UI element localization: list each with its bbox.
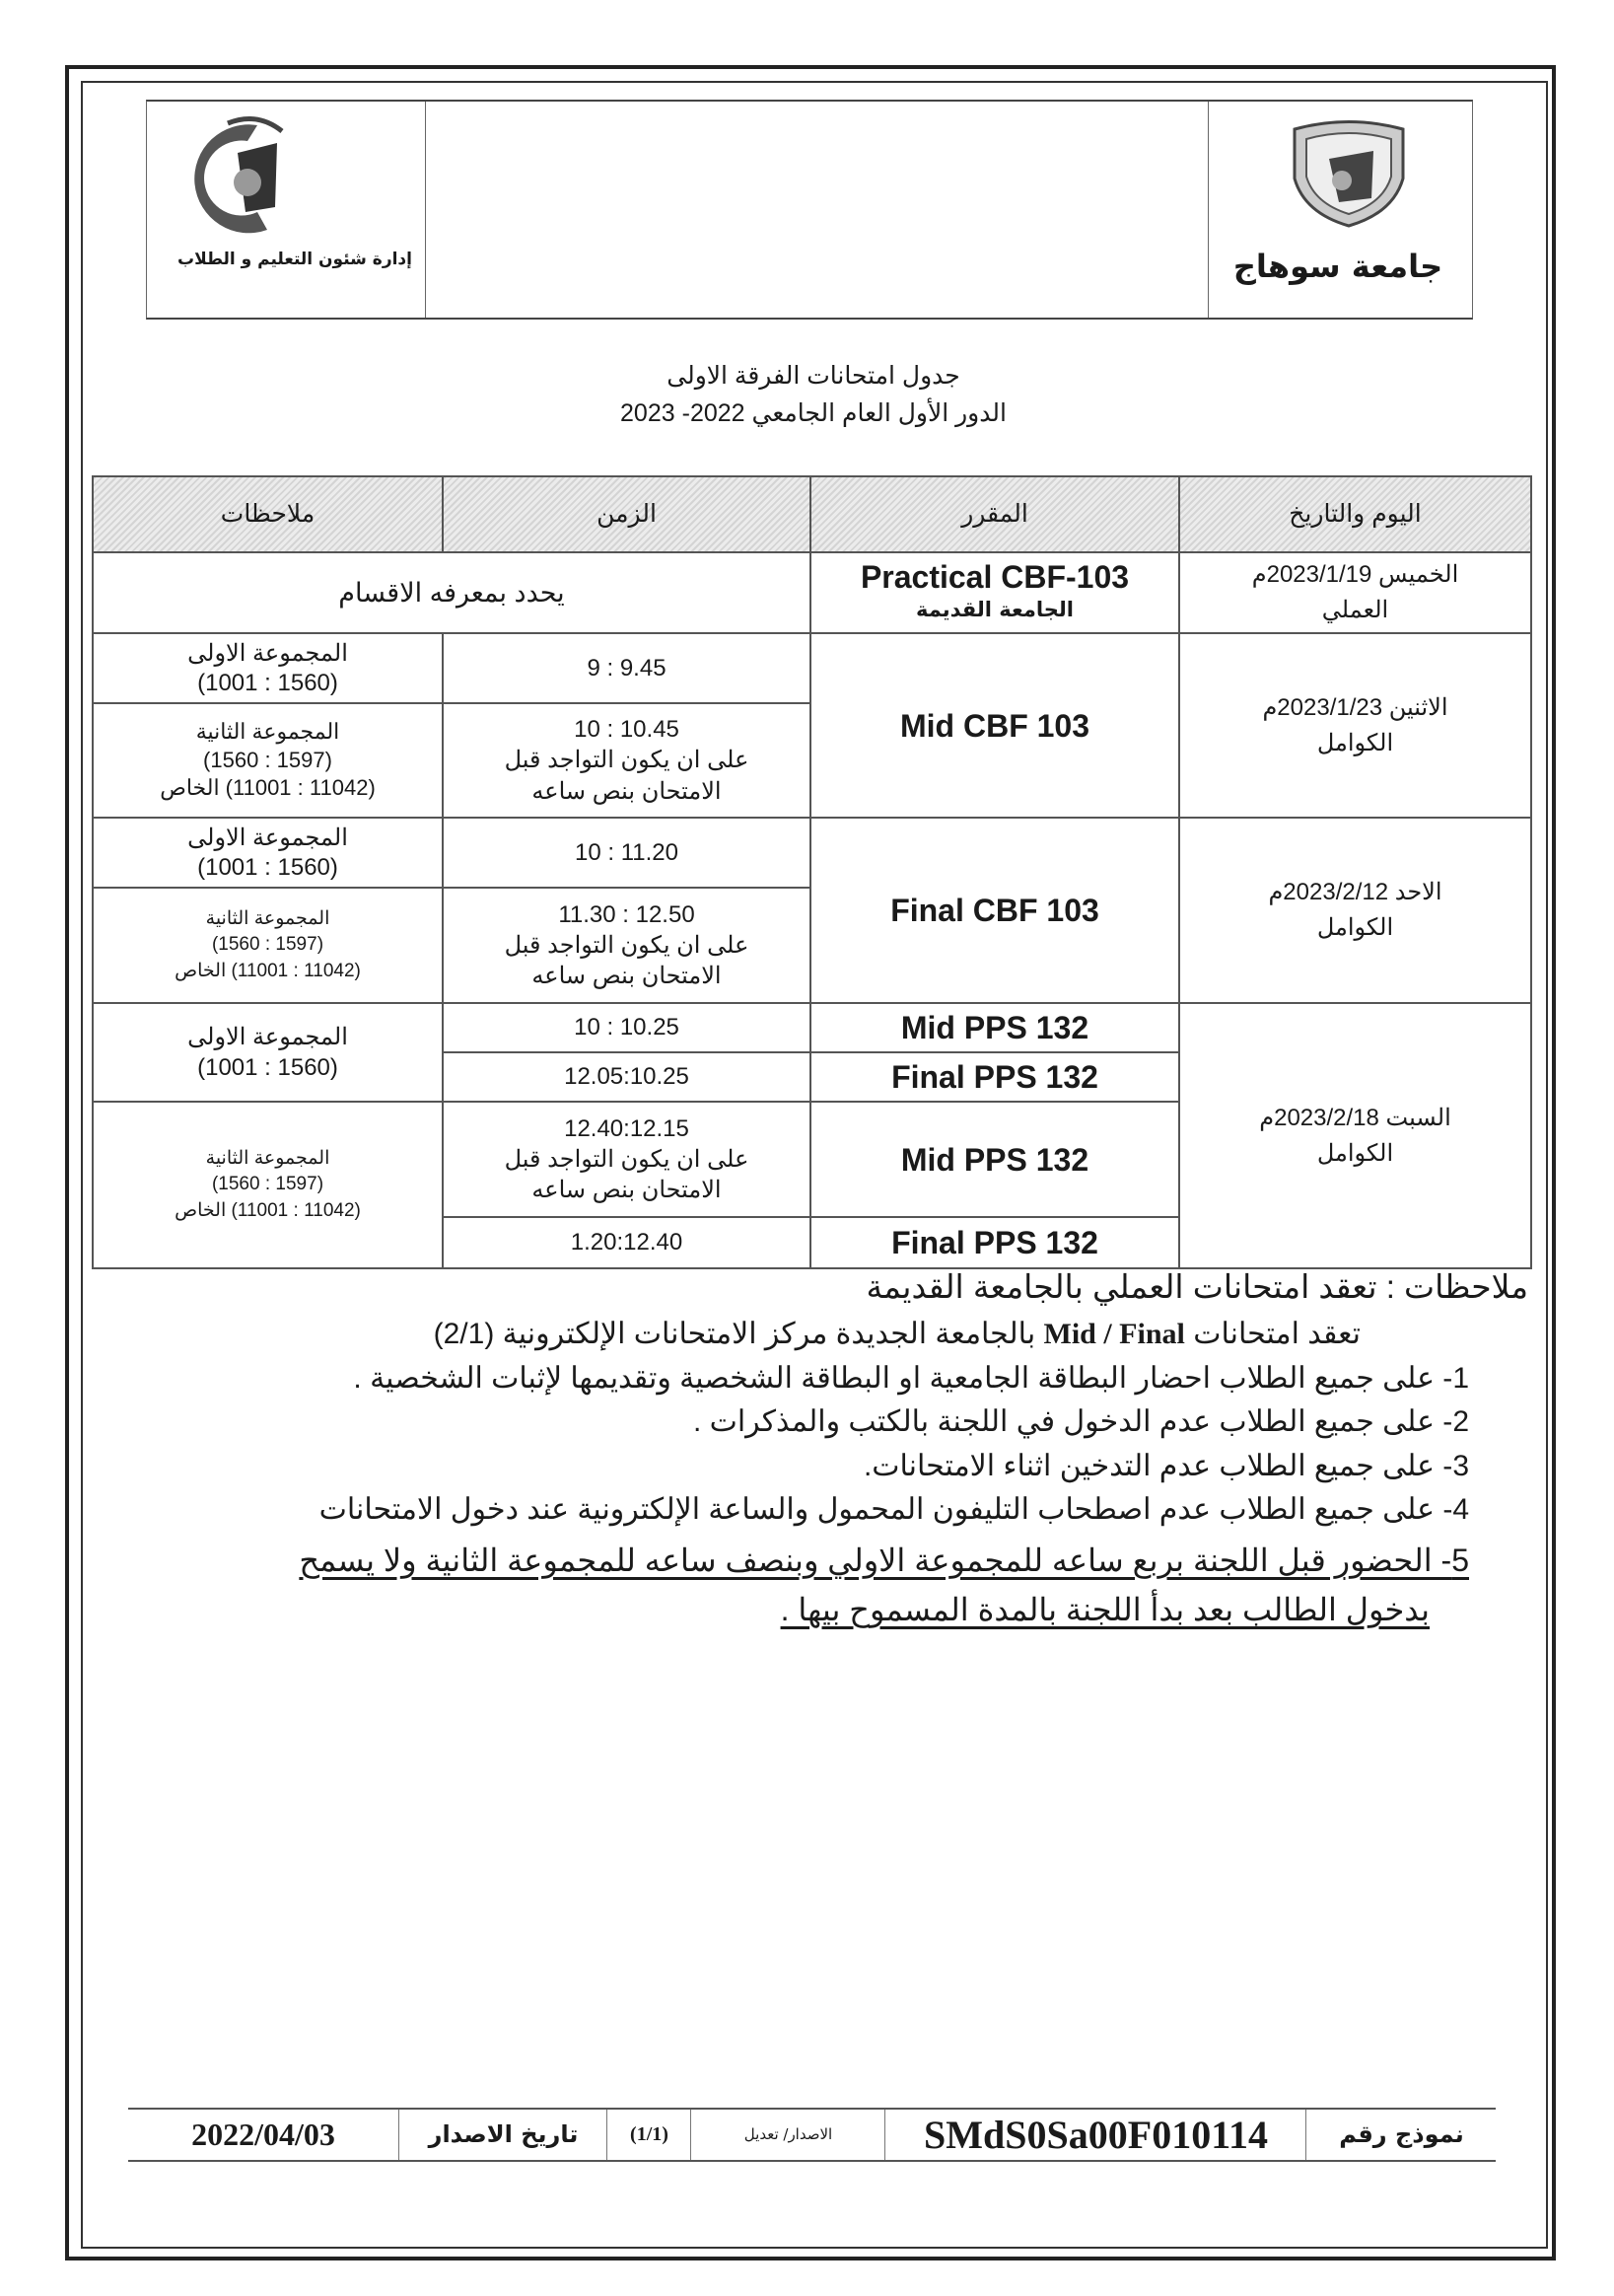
time-note: الامتحان بنص ساعه — [531, 1177, 722, 1204]
notes-cell — [93, 633, 443, 703]
time-note: الامتحان بنص ساعه — [531, 777, 722, 805]
notes-item-continued: بدخول الطالب بعد بدأ اللجنة بالمدة المسموح بيها . — [780, 1592, 1430, 1627]
course-cell: Mid CBF 103 — [810, 633, 1179, 818]
notes-cell — [93, 888, 443, 1003]
notes-heading: ملاحظات : تعقد امتحانات العملي بالجامعة القديمة — [866, 1268, 1528, 1305]
time-note: على ان يكون التواجد قبل — [504, 931, 749, 959]
col-header-date: اليوم والتاريخ — [1179, 476, 1531, 552]
academic-year: الدور الأول العام الجامعي 2022- 2023 — [620, 399, 1007, 427]
table-row — [93, 552, 1531, 633]
time-note: على ان يكون التواجد قبل — [504, 1145, 749, 1173]
range: (1597 : 1560) — [203, 747, 332, 772]
range: (1560 : 1001) — [197, 1054, 338, 1081]
notes-line-2 — [434, 1313, 1361, 1356]
date-cell — [1179, 633, 1531, 818]
notes-text: تعقد امتحانات — [1193, 1318, 1361, 1350]
course-cell: Mid PPS 132 — [810, 1102, 1179, 1217]
date-sub: الكوامل — [1316, 914, 1394, 941]
notes-item: 5- الحضور قبل اللجنة بربع ساعه للمجموعة الاولي وبنصف ساعه للمجموعة الثانية ولا يسمح — [299, 1543, 1469, 1578]
range: (1597 : 1560) — [211, 934, 324, 956]
notes-exam-types: Mid / Final — [1043, 1318, 1185, 1350]
notes-item: 2- على جميع الطلاب عدم الدخول في اللجنة بالكتب والمذكرات . — [692, 1405, 1469, 1438]
group: المجموعة الاولى — [187, 1023, 348, 1050]
form-footer — [128, 2108, 1496, 2162]
date-cell — [1179, 1003, 1531, 1268]
time-note: الامتحان بنص ساعه — [531, 963, 722, 990]
time-note: على ان يكون التواجد قبل — [504, 747, 749, 774]
group: المجموعة الاولى — [187, 824, 348, 851]
course-cell — [810, 552, 1179, 633]
col-header-course: المقرر — [810, 476, 1179, 552]
range: (1560 : 1001) — [197, 669, 338, 696]
notes-cell — [93, 1003, 443, 1102]
time-cell — [443, 888, 810, 1003]
range: (1597 : 1560) — [211, 1174, 324, 1195]
letterhead — [146, 100, 1473, 320]
notes-text: بالجامعة الجديدة مركز الامتحانات الإلكترونية (2/1) — [433, 1318, 1036, 1350]
col-header-notes: ملاحظات — [93, 476, 443, 552]
date-sub: العملي — [1321, 597, 1389, 623]
notes-section — [148, 1265, 1528, 1660]
exam-schedule-table — [92, 475, 1532, 1269]
issue-value: (1/1) — [606, 2110, 691, 2160]
table-row — [93, 633, 1531, 703]
date: الخميس 2023/1/19م — [1251, 561, 1459, 588]
range: (11042 : 11001) الخاص — [160, 775, 376, 801]
merged-cell: يحدد بمعرفه الاقسام — [93, 552, 810, 633]
issue-date: 2022/04/03 — [191, 2117, 335, 2152]
table-header-row — [93, 476, 1531, 552]
notes-item: 4- على جميع الطلاب عدم اصطحاب التليفون المحمول والساعة الإلكترونية عند دخول الامتحانات — [318, 1493, 1469, 1526]
time-cell: 9.45 : 9 — [443, 633, 810, 703]
time-cell: 11.20 : 10 — [443, 818, 810, 888]
course: Practical CBF-103 — [860, 558, 1130, 595]
notes-item: 3- على جميع الطلاب عدم التدخين اثناء الامتحانات. — [863, 1450, 1469, 1482]
table-row — [93, 1003, 1531, 1052]
range: (1560 : 1001) — [197, 853, 338, 881]
issue-label: الاصدار/ تعديل — [690, 2110, 885, 2160]
notes-cell — [93, 703, 443, 818]
faculty-logo-icon — [169, 113, 316, 242]
time-cell — [443, 703, 810, 818]
time: 10.45 : 10 — [574, 716, 679, 744]
date: الاثنين 2023/1/23م — [1262, 693, 1448, 721]
form-number-label: نموذج رقم — [1305, 2110, 1497, 2160]
time: 12.50 : 11.30 — [558, 900, 695, 928]
col-header-time: الزمن — [443, 476, 810, 552]
time-cell: 12.05:10.25 — [443, 1052, 810, 1102]
course-location: الجامعة القديمة — [915, 597, 1075, 621]
notes-cell — [93, 818, 443, 888]
date-sub: الكوامل — [1316, 729, 1394, 756]
university-name: جامعة سوهاج — [1232, 248, 1443, 285]
schedule-title: جدول امتحانات الفرقة الاولى — [667, 362, 960, 390]
divider — [425, 102, 426, 318]
date-cell — [1179, 552, 1531, 633]
time-cell — [443, 1102, 810, 1217]
department-name: إدارة شئون التعليم و الطلاب — [177, 250, 412, 269]
group: المجموعة الثانية — [205, 907, 330, 929]
time: 12.40:12.15 — [564, 1114, 689, 1142]
table-row — [93, 818, 1531, 888]
range: (11042 : 11001) الخاص — [175, 960, 361, 981]
group: المجموعة الثانية — [195, 719, 340, 745]
university-seal-icon — [1285, 119, 1413, 228]
form-number: SMdS0Sa00F010114 — [884, 2110, 1306, 2160]
date: السبت 2023/2/18م — [1259, 1104, 1451, 1131]
notes-item: 1- على جميع الطلاب احضار البطاقة الجامعية او البطاقة الشخصية وتقديمها لإثبات الشخصية . — [353, 1362, 1469, 1395]
divider — [1208, 102, 1209, 318]
date: الاحد 2023/2/12م — [1268, 879, 1442, 905]
time-cell: 10.25 : 10 — [443, 1003, 810, 1052]
time-cell: 1.20:12.40 — [443, 1217, 810, 1268]
course-cell: Final PPS 132 — [810, 1052, 1179, 1102]
date-cell — [1179, 818, 1531, 1003]
date-sub: الكوامل — [1316, 1139, 1394, 1167]
range: (11042 : 11001) الخاص — [175, 1199, 361, 1221]
group: المجموعة الثانية — [205, 1147, 330, 1169]
course-cell: Mid PPS 132 — [810, 1003, 1179, 1052]
notes-cell — [93, 1102, 443, 1268]
group: المجموعة الاولى — [187, 639, 348, 667]
course-cell: Final CBF 103 — [810, 818, 1179, 1003]
issue-date-label: تاريخ الاصدار — [398, 2110, 607, 2160]
course-cell: Final PPS 132 — [810, 1217, 1179, 1268]
